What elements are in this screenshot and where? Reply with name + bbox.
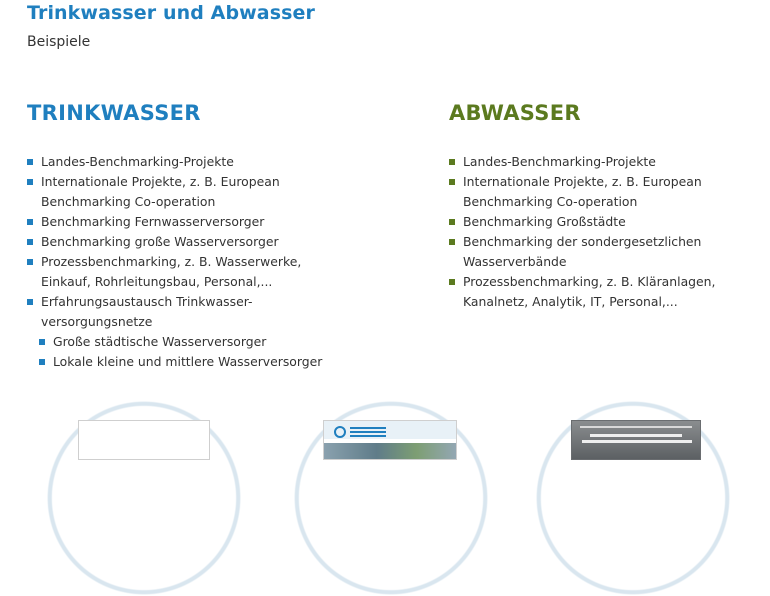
- sub-list-item: [39, 352, 357, 372]
- cover-photo: [324, 443, 456, 459]
- sub-list-item-text: Lokale kleine und mittlere Wasserversorger: [53, 354, 323, 369]
- abwasser-heading: ABWASSER: [449, 101, 581, 125]
- square-bullet-icon: [449, 179, 455, 185]
- square-bullet-icon: [449, 239, 455, 245]
- list-item-text: Erfahrungsaustausch Trinkwasser- versorgungsnetze: [41, 294, 253, 329]
- list-item-text: Prozessbenchmarking, z. B. Wasserwerke, Einkauf, Rohrleitungsbau, Personal,...: [41, 254, 302, 289]
- report-cover-thumbnail: [571, 420, 701, 460]
- square-bullet-icon: [27, 159, 33, 165]
- logo-text-lines: [350, 427, 386, 439]
- list-item: [27, 152, 357, 172]
- trinkwasser-column: [27, 100, 357, 372]
- list-item: [449, 212, 759, 232]
- square-bullet-icon: [39, 339, 45, 345]
- trinkwasser-list: [27, 152, 357, 372]
- list-item: [449, 152, 759, 172]
- sub-list-item: [39, 332, 357, 352]
- list-item-text: Prozessbenchmarking, z. B. Kläranlagen, Kanalnetz, Analytik, IT, Personal,...: [463, 274, 716, 309]
- cover-text-line: [580, 426, 692, 428]
- report-cover-thumbnail: [78, 420, 210, 460]
- list-item: [27, 212, 357, 232]
- report-cover-thumbnail: [323, 420, 457, 460]
- list-item-text: Internationale Projekte, z. B. European Benchmarking Co-operation: [41, 174, 280, 209]
- square-bullet-icon: [27, 259, 33, 265]
- list-item: [27, 252, 357, 292]
- square-bullet-icon: [27, 299, 33, 305]
- list-item: [449, 272, 759, 312]
- list-item: [449, 172, 759, 212]
- square-bullet-icon: [27, 179, 33, 185]
- square-bullet-icon: [27, 239, 33, 245]
- list-item-text: Landes-Benchmarking-Projekte: [463, 154, 656, 169]
- cover-text-line: [582, 440, 692, 443]
- list-item-text: Internationale Projekte, z. B. European Benchmarking Co-operation: [463, 174, 702, 209]
- list-item-text: Benchmarking Fernwasserversorger: [41, 214, 265, 229]
- abwasser-list: [449, 152, 759, 312]
- abwasser-column: [449, 100, 759, 312]
- list-item-text: Benchmarking der sondergesetzlichen Wasserverbände: [463, 234, 702, 269]
- list-item-text: Benchmarking Großstädte: [463, 214, 626, 229]
- list-item: [27, 232, 357, 252]
- list-item: [27, 172, 357, 212]
- page-title: Trinkwasser und Abwasser: [27, 2, 316, 24]
- cover-text-line: [590, 434, 682, 437]
- square-bullet-icon: [27, 219, 33, 225]
- sub-list-item-text: Große städtische Wasserversorger: [53, 334, 267, 349]
- square-bullet-icon: [449, 219, 455, 225]
- list-item-text: Landes-Benchmarking-Projekte: [41, 154, 234, 169]
- trinkwasser-heading: TRINKWASSER: [27, 101, 201, 125]
- square-bullet-icon: [449, 159, 455, 165]
- list-item: [27, 292, 357, 332]
- square-bullet-icon: [449, 279, 455, 285]
- benchmarking-logo-icon: [334, 426, 346, 438]
- list-item-text: Benchmarking große Wasserversorger: [41, 234, 279, 249]
- page-subtitle: Beispiele: [27, 34, 91, 50]
- square-bullet-icon: [39, 359, 45, 365]
- list-item: [449, 232, 759, 272]
